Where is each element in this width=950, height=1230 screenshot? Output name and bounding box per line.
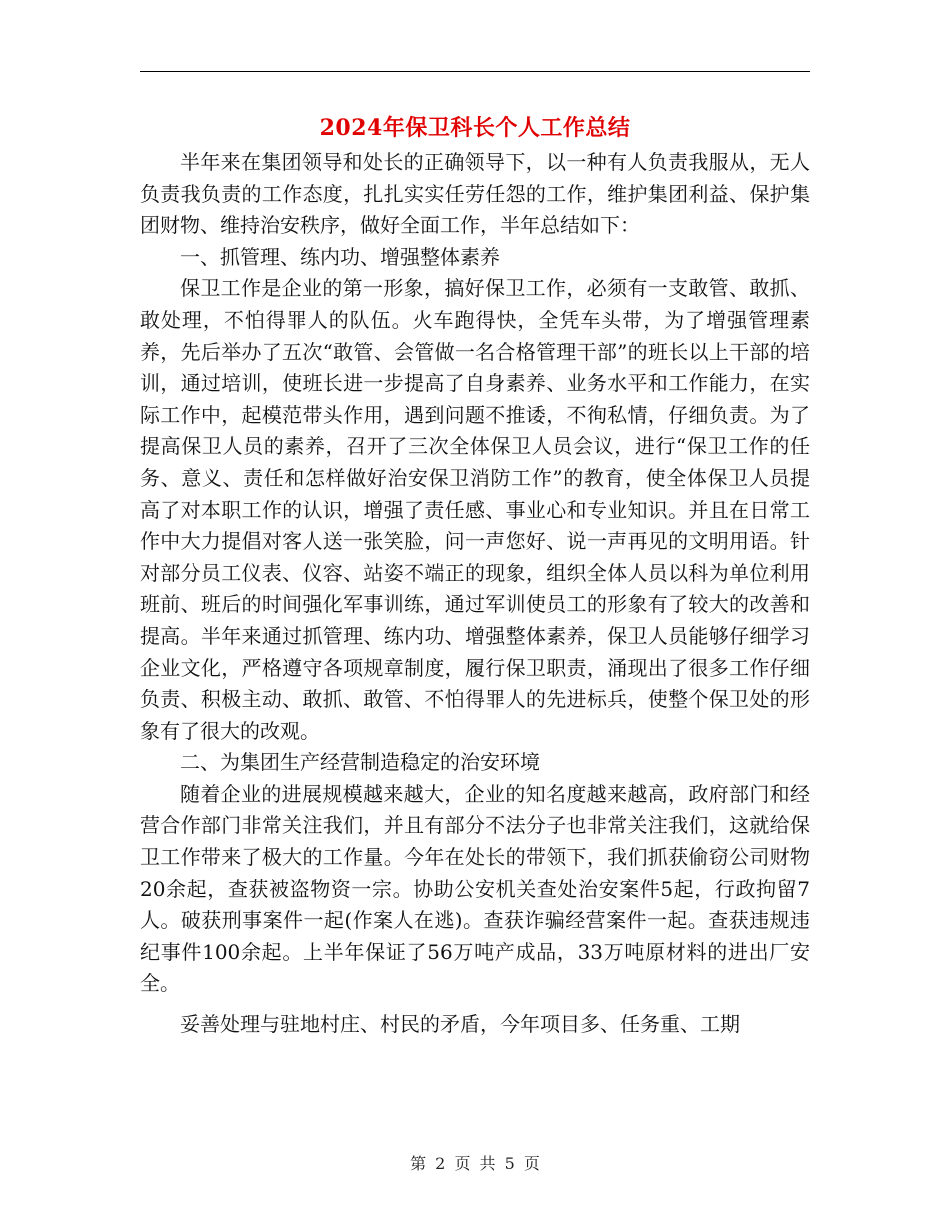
paragraph-section-1: 保卫工作是企业的第一形象，搞好保卫工作，必须有一支敢管、敢抓、敢处理，不怕得罪人的队伍。火车跑得快，全凭车头带，为了增强管理素养，先后举办了五次“敢管、会管做一名合格管理干部”的班长以上干部的培训，通过培训，使班长进一步提高了自身素养、业务水平和工作能力，在实际工作中，起模范带头作用，遇到问题不推诿，不徇私情，仔细负责。为了提高保卫人员的素养，召开了三次全体保卫人员会议，进行“保卫工作的任务、意义、责任和怎样做好治安保卫消防工作”的教育，使全体保卫人员提高了对本职工作的认识，增强了责任感、事业心和专业知识。并且在日常工作中大力提倡对客人送一张笑脸，问一声您好、说一声再见的文明用语。针对部分员工仪表、仪容、站姿不端正的现象，组织全体人员以科为单位利用班前、班后的时间强化军事训练，通过军训使员工的形象有了较大的改善和提高。半年来通过抓管理、练内功、增强整体素养，保卫人员能够仔细学习企业文化，严格遵守各项规章制度，履行保卫职责，涌现出了很多工作仔细负责、积极主动、敢抓、敢管、不怕得罪人的先进标兵，使整个保卫处的形象有了很大的改观。 <box>140 276 810 743</box>
paragraph-continued: 妥善处理与驻地村庄、村民的矛盾，今年项目多、任务重、工期 <box>180 1012 740 1037</box>
paragraph-section-2: 随着企业的进展规模越来越大，企业的知名度越来越高，政府部门和经营合作部门非常关注我们，并且有部分不法分子也非常关注我们，这就给保卫工作带来了极大的工作量。今年在处长的带领下，我们抓获偷窃公司财物20余起，查获被盗物资一宗。协助公安机关查处治安案件5起，行政拘留7人。破获刑事案件一起(作案人在逃)。查获诈骗经营案件一起。查获违规违纪事件100余起。上半年保证了56万吨产成品，33万吨原材料的进出厂安全。 <box>140 781 810 996</box>
document-title: 2024年保卫科长个人工作总结 <box>319 115 631 141</box>
document-body <box>140 147 810 1041</box>
section-heading-2: 二、为集团生产经营制造稳定的治安环境 <box>180 750 540 775</box>
header-rule <box>140 71 810 72</box>
paragraph-intro: 半年来在集团领导和处长的正确领导下，以一种有人负责我服从，无人负责我负责的工作态度，扎扎实实任劳任怨的工作，维护集团利益、保护集团财物、维持治安秩序，做好全面工作，半年总结如下： <box>140 150 810 238</box>
section-heading-1: 一、抓管理、练内功、增强整体素养 <box>180 244 500 269</box>
page-number-footer: 第 2 页 共 5 页 <box>410 1154 540 1173</box>
